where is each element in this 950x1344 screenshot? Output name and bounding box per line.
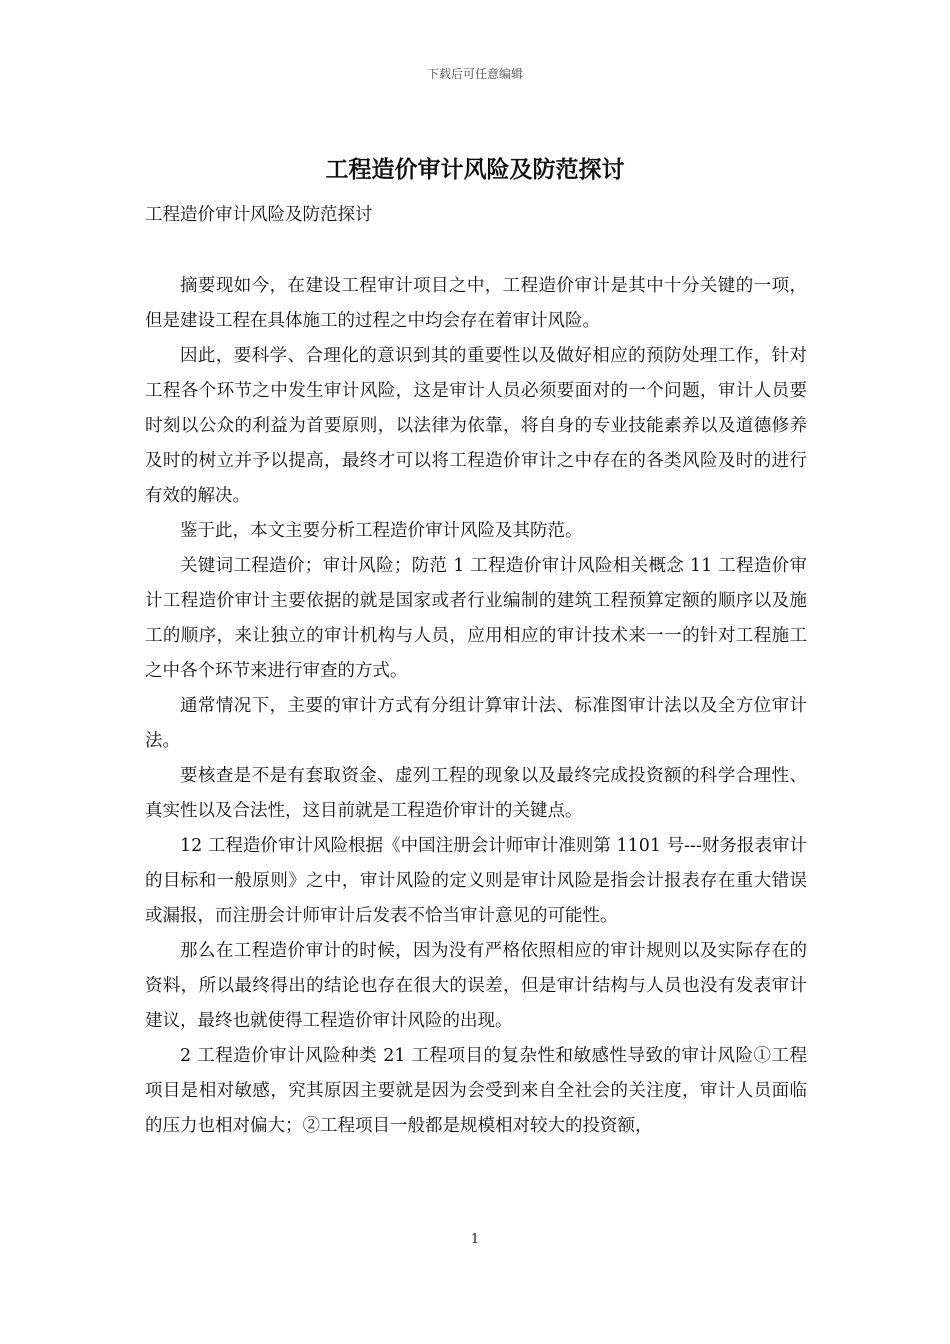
paragraph-keywords: 关键词工程造价；审计风险；防范 1 工程造价审计风险相关概念 11 工程造价审计工程造价审计主要依据的就是国家或者行业编制的建筑工程预算定额的顺序以及施工的顺序，来让独立的审计机构与人员，应用相应的审计技术来一一的针对工程施工之中各个环节来进行审查的方式。 xyxy=(145,556,807,681)
paragraph-audit-methods: 通常情况下，主要的审计方式有分组计算审计法、标准图审计法以及全方位审计法。 xyxy=(145,696,807,751)
document-body xyxy=(145,198,807,1144)
paragraph-importance: 因此，要科学、合理化的意识到其的重要性以及做好相应的预防处理工作，针对工程各个环节之中发生审计风险，这是审计人员必须要面对的一个问题，审计人员要时刻以公众的利益为首要原则，以法律为依靠，将自身的专业技能素养以及道德修养及时的树立并予以提高，最终才可以将工程造价审计之中存在的各类风险及时的进行有效的解决。 xyxy=(145,346,807,506)
page-header-note: 下载后可任意编辑 xyxy=(426,67,523,81)
document-subtitle: 工程造价审计风险及防范探讨 xyxy=(145,205,373,225)
paragraph-risk-types: 2 工程造价审计风险种类 21 工程项目的复杂性和敏感性导致的审计风险①工程项目是相对敏感，究其原因主要就是因为会受到来自全社会的关注度，审计人员面临的压力也相对偏大；②工程项目一般都是规模相对较大的投资额， xyxy=(145,1046,807,1136)
document-title: 工程造价审计风险及防范探讨 xyxy=(325,156,625,183)
paragraph-key-points: 要核查是不是有套取资金、虚列工程的现象以及最终完成投资额的科学合理性、真实性以及合法性，这目前就是工程造价审计的关键点。 xyxy=(145,766,807,821)
paragraph-risk-definition: 12 工程造价审计风险根据《中国注册会计师审计准则第 1101 号---财务报表审计的目标和一般原则》之中，审计风险的定义则是审计风险是指会计报表存在重大错误或漏报，而注册会计师审计后发表不恰当审计意见的可能性。 xyxy=(145,836,807,926)
paragraph-scope: 鉴于此，本文主要分析工程造价审计风险及其防范。 xyxy=(180,521,583,541)
paragraph-abstract: 摘要现如今，在建设工程审计项目之中，工程造价审计是其中十分关键的一项，但是建设工程在具体施工的过程之中均会存在着审计风险。 xyxy=(145,276,807,331)
paragraph-risk-cause: 那么在工程造价审计的时候，因为没有严格依照相应的审计规则以及实际存在的资料，所以最终得出的结论也存在很大的误差，但是审计结构与人员也没有发表审计建议，最终也就使得工程造价审计风险的出现。 xyxy=(145,941,807,1031)
page-number: 1 xyxy=(470,1232,480,1247)
